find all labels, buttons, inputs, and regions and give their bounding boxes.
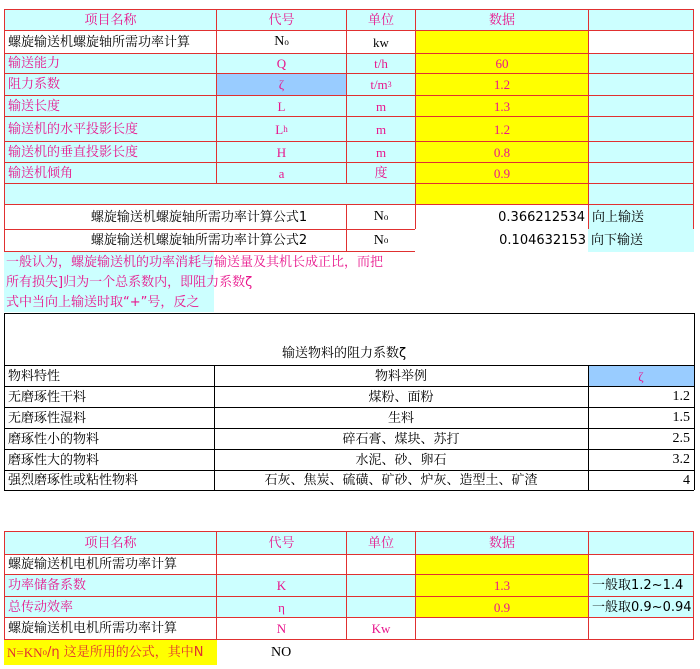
material-row-5-property: 强烈磨琢性或粘性物料 — [8, 473, 139, 488]
motor-k-name: 功率储备系数 — [4, 574, 217, 597]
row-horizontal-extra — [588, 116, 694, 142]
material-row-4-property: 磨琢性大的物料 — [8, 452, 100, 468]
title-row-name: 螺旋输送机螺旋轴所需功率计算 — [4, 30, 217, 54]
row-vertical-code: H — [216, 141, 347, 163]
motor-title-extra — [588, 554, 694, 575]
row-angle-value[interactable]: 0.9 — [415, 162, 589, 184]
header-extra — [588, 9, 694, 31]
formula2-value: 0.104632153 — [415, 229, 589, 252]
motor-n-unit: Kw — [346, 617, 416, 640]
material-row-4-example: 水泥、砂、卵石 — [355, 452, 447, 468]
title-row-unit: kw — [346, 30, 416, 54]
header-data: 数据 — [415, 9, 589, 31]
header-name: 项目名称 — [4, 9, 217, 31]
row-resistance-name: 阻力系数 — [4, 73, 217, 96]
row-capacity-name: 输送能力 — [4, 53, 217, 74]
material-table-title: 输送物料的阻力系数ζ — [281, 345, 407, 361]
row-resistance-code: ζ — [216, 73, 347, 96]
material-row-1-coef: 1.2 — [672, 389, 690, 404]
material-row-2-example: 生料 — [387, 410, 414, 426]
motor-k-unit — [346, 574, 416, 597]
row-angle-name: 输送机倾角 — [4, 162, 217, 184]
motor-title-code — [216, 554, 347, 575]
motor-eta-note: 一般取0.9~0.94 — [588, 596, 694, 618]
motor-title-unit — [346, 554, 416, 575]
motor-eta-unit — [346, 596, 416, 618]
row-horizontal-unit: m — [346, 116, 416, 142]
material-row-4-coef: 3.2 — [672, 452, 690, 467]
motor-result: NO — [271, 644, 292, 660]
motor-n-extra — [588, 617, 694, 640]
row-length-extra — [588, 95, 694, 117]
motor-k-code: K — [216, 574, 347, 597]
row-resistance-unit: t/m 3 — [346, 73, 416, 96]
formula2-label: 螺旋输送机螺旋轴所需功率计算公式2 — [4, 229, 347, 252]
motor-header-extra — [588, 531, 694, 555]
row-vertical-extra — [588, 141, 694, 163]
row-length-name: 输送长度 — [4, 95, 217, 117]
title-row-extra — [588, 30, 694, 54]
motor-header-code: 代号 — [216, 531, 347, 555]
motor-title-value[interactable] — [415, 554, 589, 575]
empty-row-extra — [588, 183, 694, 205]
row-vertical-unit: m — [346, 141, 416, 163]
row-horizontal-code: L h — [216, 116, 347, 142]
header-unit: 单位 — [346, 9, 416, 31]
row-angle-unit: 度 — [346, 162, 416, 184]
material-row-2-coef: 1.5 — [672, 410, 690, 425]
material-row-2-property: 无磨琢性湿料 — [8, 410, 87, 426]
material-header-example: 物料举例 — [374, 368, 427, 384]
motor-header-unit: 单位 — [346, 531, 416, 555]
row-capacity-code: Q — [216, 53, 347, 74]
material-row-3-property: 磨琢性小的物料 — [8, 431, 100, 447]
motor-header-name: 项目名称 — [4, 531, 217, 555]
row-horizontal-value[interactable]: 1.2 — [415, 116, 589, 142]
formula1-note: 向上输送 — [588, 204, 694, 230]
row-length-value[interactable]: 1.3 — [415, 95, 589, 117]
motor-k-value[interactable]: 1.3 — [415, 574, 589, 597]
formula1-label: 螺旋输送机螺旋轴所需功率计算公式1 — [4, 204, 347, 230]
note-line-1: 一般认为，螺旋输送机的功率消耗与输送量及其机长成正比，而把 — [6, 255, 384, 270]
empty-row-value — [415, 183, 589, 205]
title-row-code: N o — [216, 30, 347, 54]
motor-k-note: 一般取1.2~1.4 — [588, 574, 694, 597]
header-code: 代号 — [216, 9, 347, 31]
formula2-note: 向下输送 — [588, 229, 694, 252]
motor-eta-value[interactable]: 0.9 — [415, 596, 589, 618]
motor-eta-name: 总传动效率 — [4, 596, 217, 618]
empty-row-left — [4, 183, 416, 205]
formula2-code: N o — [346, 229, 416, 252]
motor-eta-code: η — [216, 596, 347, 618]
motor-header-data: 数据 — [415, 531, 589, 555]
material-row-5-example: 石灰、焦炭、硫磺、矿砂、炉灰、造型土、矿渣 — [264, 473, 538, 488]
row-resistance-extra — [588, 73, 694, 96]
row-length-unit: m — [346, 95, 416, 117]
motor-n-value — [415, 617, 589, 640]
row-capacity-value[interactable]: 60 — [415, 53, 589, 74]
row-vertical-name: 输送机的垂直投影长度 — [4, 141, 217, 163]
row-resistance-value[interactable]: 1.2 — [415, 73, 589, 96]
material-row-1-example: 煤粉、面粉 — [368, 389, 434, 405]
row-vertical-value[interactable]: 0.8 — [415, 141, 589, 163]
material-row-1-property: 无磨琢性干料 — [8, 389, 87, 405]
formula1-value: 0.366212534 — [415, 204, 589, 230]
row-length-code: L — [216, 95, 347, 117]
row-angle-extra — [588, 162, 694, 184]
material-row-5-coef: 4 — [683, 472, 690, 488]
row-horizontal-name: 输送机的水平投影长度 — [4, 116, 217, 142]
motor-formula-note: N=KN o /η 这是所用的公式，其中N — [4, 640, 217, 665]
row-capacity-extra — [588, 53, 694, 74]
motor-n-code: N — [216, 617, 347, 640]
material-row-3-coef: 2.5 — [672, 431, 690, 446]
note-line-3: 式中当向上输送时取“+”号，反之 — [6, 295, 200, 310]
material-header-coef: ζ — [588, 366, 694, 386]
formula1-code: N o — [346, 204, 416, 230]
note-line-2: 所有损失]归为一个总系数内，即阻力系数ζ — [6, 275, 253, 290]
row-capacity-unit: t/h — [346, 53, 416, 74]
material-row-3-example: 碎石膏、煤块、苏打 — [342, 431, 460, 447]
material-header-property: 物料特性 — [8, 368, 61, 384]
title-row-value[interactable] — [415, 30, 589, 54]
motor-title-name: 螺旋输送机电机所需功率计算 — [4, 554, 217, 575]
row-angle-code: a — [216, 162, 347, 184]
motor-n-name: 螺旋输送机电机所需功率计算 — [4, 617, 217, 640]
